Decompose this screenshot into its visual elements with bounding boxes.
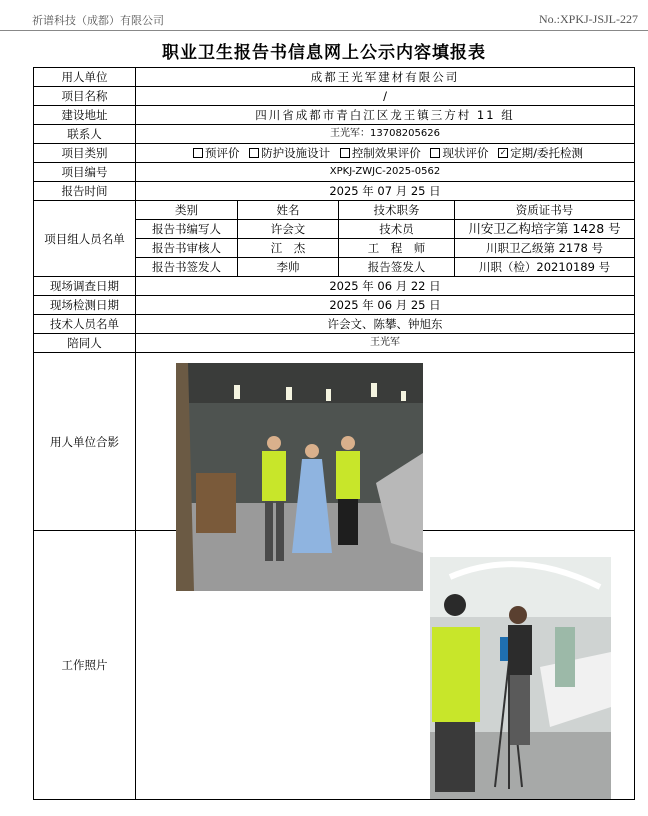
team-header-title: 技术职务	[339, 201, 455, 220]
member-role: 报告书审核人	[136, 239, 238, 258]
escort-value: 王光军	[136, 334, 635, 353]
team-label: 项目组人员名单	[34, 201, 136, 277]
option-control-eval: 控制效果评价	[351, 146, 421, 160]
member-cert: 川安卫乙构培字第 1428 号	[455, 220, 635, 239]
header-divider	[0, 30, 648, 31]
row-escort	[34, 334, 635, 353]
project-no-label: 项目编号	[34, 163, 136, 182]
team-header-row	[34, 201, 635, 220]
row-employer	[34, 68, 635, 87]
team-header-role: 类别	[136, 201, 238, 220]
team-header-cert: 资质证书号	[455, 201, 635, 220]
row-category	[34, 144, 635, 163]
group-photo-label: 用人单位合影	[34, 353, 136, 531]
contact-label: 联系人	[34, 125, 136, 144]
checkbox-periodic-testing: ✓	[499, 147, 507, 157]
test-date-value: 2025 年 06 月 25 日	[136, 296, 635, 315]
row-technicians	[34, 315, 635, 334]
member-title: 报告签发人	[339, 258, 455, 277]
report-time-value: 2025 年 07 月 25 日	[136, 182, 635, 201]
member-title: 技术员	[339, 220, 455, 239]
work-photo	[430, 557, 611, 799]
member-title: 工 程 师	[339, 239, 455, 258]
row-test-date	[34, 296, 635, 315]
address-label: 建设地址	[34, 106, 136, 125]
row-report-time	[34, 182, 635, 201]
row-project-name	[34, 87, 635, 106]
technicians-label: 技术人员名单	[34, 315, 136, 334]
member-cert: 川职（检）20210189 号	[455, 258, 635, 277]
work-photo-label: 工作照片	[34, 531, 136, 800]
checkbox-protection-design	[249, 148, 259, 158]
option-periodic-testing: 定期/委托检测	[510, 146, 583, 160]
checkbox-pre-eval	[193, 148, 203, 158]
project-no-value: XPKJ-ZWJC-2025-0562	[136, 163, 635, 182]
document-number: No.:XPKJ-JSJL-227	[538, 12, 638, 26]
employer-value: 成都王光军建材有限公司	[136, 68, 635, 87]
option-pre-eval: 预评价	[205, 146, 240, 160]
group-photo	[176, 363, 423, 591]
page-title: 职业卫生报告书信息网上公示内容填报表	[162, 43, 486, 63]
project-name-value: /	[136, 87, 635, 106]
survey-date-label: 现场调查日期	[34, 277, 136, 296]
row-contact	[34, 125, 635, 144]
option-status-eval: 现状评价	[442, 146, 489, 160]
contact-value: 王光军：13708205626	[136, 125, 635, 144]
row-survey-date	[34, 277, 635, 296]
row-address	[34, 106, 635, 125]
category-options	[136, 144, 635, 163]
technicians-value: 许会文、陈攀、钟旭东	[136, 315, 635, 334]
escort-label: 陪同人	[34, 334, 136, 353]
checkbox-status-eval	[430, 148, 440, 158]
company-name: 祈谱科技（成都）有限公司	[32, 14, 164, 27]
report-time-label: 报告时间	[34, 182, 136, 201]
team-header-name: 姓名	[238, 201, 339, 220]
survey-date-value: 2025 年 06 月 22 日	[136, 277, 635, 296]
member-role: 报告书签发人	[136, 258, 238, 277]
member-role: 报告书编写人	[136, 220, 238, 239]
member-name: 李帅	[238, 258, 339, 277]
employer-label: 用人单位	[34, 68, 136, 87]
member-name: 江 杰	[238, 239, 339, 258]
project-name-label: 项目名称	[34, 87, 136, 106]
test-date-label: 现场检测日期	[34, 296, 136, 315]
row-project-no	[34, 163, 635, 182]
checkbox-control-eval	[340, 148, 350, 158]
category-label: 项目类别	[34, 144, 136, 163]
option-protection-design: 防护设施设计	[261, 146, 331, 160]
member-name: 许会文	[238, 220, 339, 239]
member-cert: 川职卫乙级第 2178 号	[455, 239, 635, 258]
address-value: 四川省成都市青白江区龙王镇三方村 11 组	[136, 106, 635, 125]
